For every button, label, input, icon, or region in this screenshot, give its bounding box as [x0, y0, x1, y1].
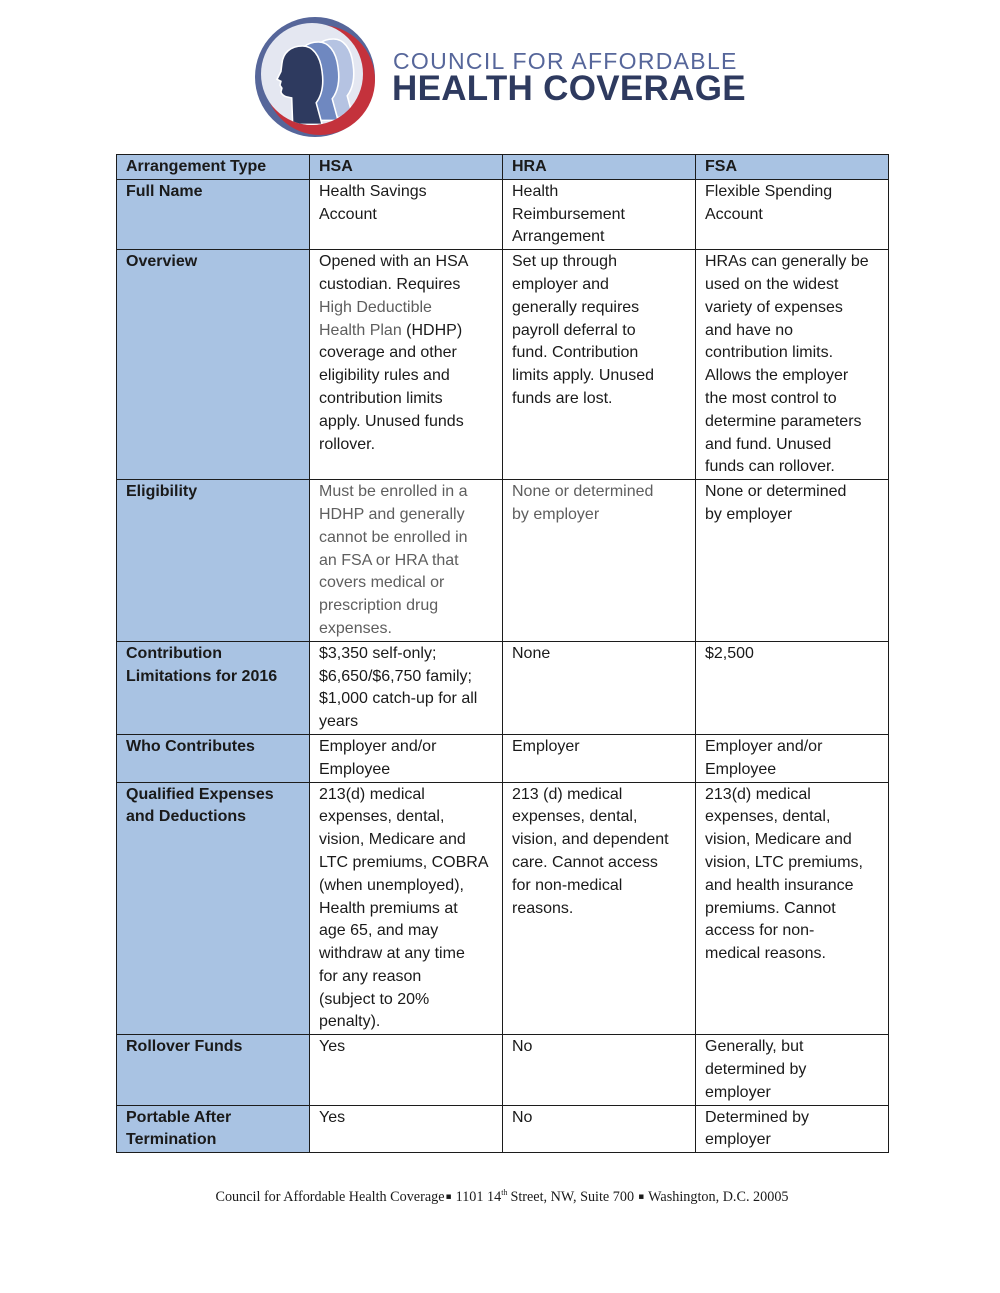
logo-emblem-icon — [250, 14, 382, 142]
cell-full-name-fsa: Flexible Spending Account — [696, 179, 889, 249]
row-label-rollover-funds: Rollover Funds — [117, 1035, 310, 1105]
cell-contribution-limits-fsa: $2,500 — [696, 641, 889, 734]
page-footer — [0, 1188, 1000, 1206]
comparison-table — [116, 154, 889, 1153]
cell-eligibility-hsa: Must be enrolled in a HDHP and generally cannot be enrolled in an FSA or HRA that covers medical or prescription drug expenses. — [310, 480, 503, 642]
cell-portable-fsa: Determined by employer — [696, 1105, 889, 1153]
row-label-who-contributes: Who Contributes — [117, 734, 310, 782]
row-label-full-name: Full Name — [117, 179, 310, 249]
overview-hsa-text-before: Opened with an HSA custodian. Requires — [319, 253, 469, 293]
cell-eligibility-fsa: None or determined by employer — [696, 480, 889, 642]
cell-overview-hra: Set up through employer and generally requires payroll deferral to fund. Contribution limits apply. Unused funds are lost. — [503, 250, 696, 480]
cell-overview-hsa — [310, 250, 503, 480]
table-row-full-name — [117, 179, 889, 249]
row-label-qualified-expenses: Qualified Expenses and Deductions — [117, 782, 310, 1035]
row-label-portable-after-termination: Portable After Termination — [117, 1105, 310, 1153]
row-label-contribution-limits: Contribution Limitations for 2016 — [117, 641, 310, 734]
table-row-portable-after-termination — [117, 1105, 889, 1153]
cell-who-contributes-hra: Employer — [503, 734, 696, 782]
logo-text-line1: COUNCIL FOR AFFORDABLE — [393, 48, 738, 74]
cell-eligibility-hra: None or determined by employer — [503, 480, 696, 642]
cell-qualified-expenses-fsa: 213(d) medical expenses, dental, vision, Medicare and vision, LTC premiums, and health insurance premiums. Cannot access for non- medical reasons. — [696, 782, 889, 1035]
logo-text-line2: HEALTH COVERAGE — [392, 69, 746, 108]
cell-who-contributes-hsa: Employer and/or Employee — [310, 734, 503, 782]
cell-contribution-limits-hra: None — [503, 641, 696, 734]
cell-full-name-hra: Health Reimbursement Arrangement — [503, 179, 696, 249]
cell-rollover-funds-fsa: Generally, but determined by employer — [696, 1035, 889, 1105]
footer-street-number: 1101 14 — [455, 1189, 502, 1205]
row-label-eligibility: Eligibility — [117, 480, 310, 642]
cell-overview-fsa: HRAs can generally be used on the widest variety of expenses and have no contribution limits. Allows the employer the most control to determine parameters and fund. Unused funds can rollover. — [696, 250, 889, 480]
logo — [0, 0, 1000, 145]
cell-qualified-expenses-hra: 213 (d) medical expenses, dental, vision, and dependent care. Cannot access for non-medical reasons. — [503, 782, 696, 1035]
cell-full-name-hsa: Health Savings Account — [310, 179, 503, 249]
table-row-overview — [117, 250, 889, 480]
overview-hsa-text-after: (HDHP) coverage and other eligibility rules and contribution limits apply. Unused funds rollover. — [319, 321, 464, 453]
table-row-rollover-funds — [117, 1035, 889, 1105]
row-label-overview: Overview — [117, 250, 310, 480]
footer-separator: ▪ — [445, 1192, 452, 1202]
cell-rollover-funds-hsa: Yes — [310, 1035, 503, 1105]
cell-rollover-funds-hra: No — [503, 1035, 696, 1105]
table-row-eligibility — [117, 480, 889, 642]
header-cell-arrangement-type: Arrangement Type — [117, 155, 310, 180]
header-cell-hsa: HSA — [310, 155, 503, 180]
table-row-who-contributes — [117, 734, 889, 782]
table-row-header — [117, 155, 889, 180]
footer-organization: Council for Affordable Health Coverage — [215, 1189, 445, 1205]
header-cell-hra: HRA — [503, 155, 696, 180]
table-row-qualified-expenses — [117, 782, 889, 1035]
cell-portable-hra: No — [503, 1105, 696, 1153]
footer-separator-2: ▪ — [638, 1192, 645, 1202]
footer-street-ordinal: th — [501, 1188, 508, 1197]
overview-hsa-highlighted-term: High Deductible Health Plan — [319, 298, 432, 339]
cell-portable-hsa: Yes — [310, 1105, 503, 1153]
table-row-contribution-limits — [117, 641, 889, 734]
cell-qualified-expenses-hsa: 213(d) medical expenses, dental, vision, Medicare and LTC premiums, COBRA (when unemployed), Health premiums at age 65, and may withdraw at any time for any reason (subject to 20% penalty). — [310, 782, 503, 1035]
cell-who-contributes-fsa: Employer and/or Employee — [696, 734, 889, 782]
footer-street: Street, NW, Suite 700 — [510, 1189, 635, 1205]
cell-contribution-limits-hsa: $3,350 self-only; $6,650/$6,750 family; $1,000 catch-up for all years — [310, 641, 503, 734]
footer-city: Washington, D.C. 20005 — [648, 1189, 789, 1205]
header-cell-fsa: FSA — [696, 155, 889, 180]
